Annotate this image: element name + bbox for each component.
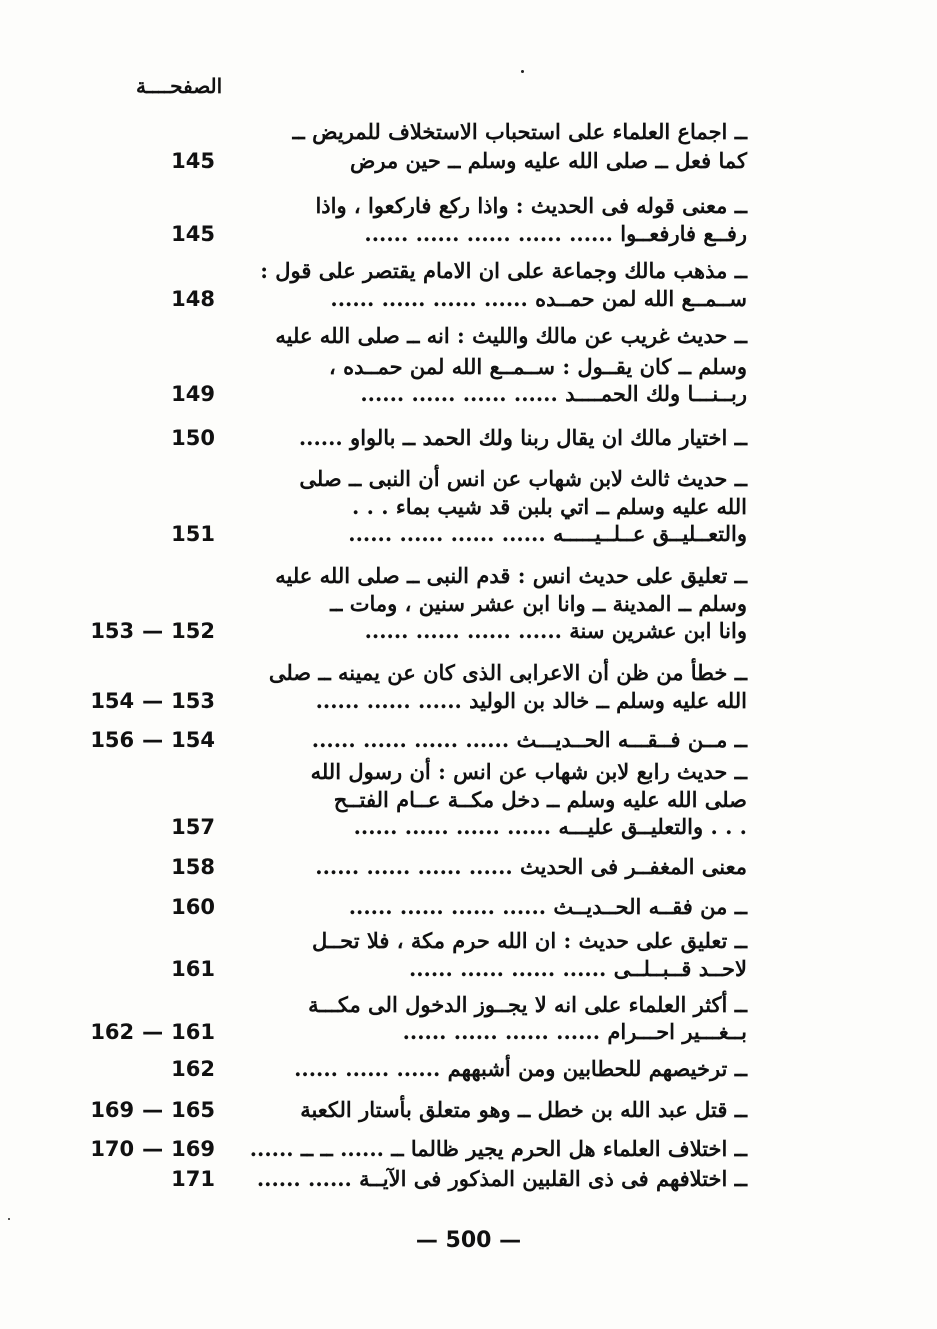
toc-page-range <box>80 424 215 452</box>
toc-entry-title-line: والتعــليــق عــلــيـــــه ...... ...... ...... ...... <box>348 521 747 546</box>
range-dash: — <box>142 1137 164 1161</box>
range-dash: — <box>142 1020 164 1044</box>
page-to: 169 <box>90 1098 135 1122</box>
toc-entry-title-line: ــ تعليق على حديث : ان الله حرم مكة ، فلا تحــل <box>311 928 747 953</box>
page-from: 161 <box>171 1020 215 1044</box>
toc-entry-title-line: ــ اختلاف العلماء هل الحرم يجير ظالما ــ ...... ــ ــ ...... <box>249 1136 747 1161</box>
toc-entry-title-line: معنى المغفــر فى الحديث ...... ...... ...... ...... <box>315 854 747 879</box>
toc-entry-title-line: ســمــع الله لمن حمــده ...... ...... ...... ...... <box>330 286 747 311</box>
page-column-header: الصفحــــة <box>136 74 223 98</box>
toc-entry-title-line: ــ أكثر العلماء على انه لا يجــوز الدخول الى مكـــة <box>308 992 747 1017</box>
page-from: 149 <box>171 382 215 406</box>
toc-entry-title-line: ــ مذهب مالك وجماعة على ان الامام يقتصر على قول : <box>260 258 747 283</box>
toc-page-range <box>80 813 215 841</box>
toc-entry-title-line: . . . والتعليــق عليـــه ...... ...... ...... ...... <box>353 814 747 839</box>
page-from: 152 <box>171 619 215 643</box>
page-from: 151 <box>171 522 215 546</box>
toc-page-range <box>80 1018 215 1046</box>
toc-page-range <box>80 1055 215 1083</box>
page-to: 154 <box>90 689 135 713</box>
toc-page-range <box>80 220 215 248</box>
toc-page-range <box>80 1135 215 1163</box>
toc-page-range <box>80 617 215 645</box>
toc-page-range <box>80 1165 215 1193</box>
range-dash: — <box>142 689 164 713</box>
toc-entry-title-line: وسلم ــ كان يقــول : ســمــع الله لمن حمــده ، <box>329 354 747 379</box>
page-from: 165 <box>171 1098 215 1122</box>
scan-speck <box>521 70 524 73</box>
toc-entry-title-line: لاحــد قــبــلــى ...... ...... ...... ...... <box>408 956 747 981</box>
page-from: 153 <box>171 689 215 713</box>
page-from: 157 <box>171 815 215 839</box>
toc-entry-title-line: الله عليه وسلم ــ اتي بلبن قد شيب بماء . . . <box>351 494 747 519</box>
toc-page-range <box>80 955 215 983</box>
page-from: 150 <box>171 426 215 450</box>
page-from: 145 <box>171 149 215 173</box>
range-dash: — <box>142 1098 164 1122</box>
page-to: 162 <box>90 1020 135 1044</box>
toc-page-range <box>80 380 215 408</box>
toc-page-range <box>80 147 215 175</box>
toc-entry-title-line: ربــنـــا ولك الحمــــد ...... ...... ...... ...... <box>360 381 747 406</box>
toc-entry-title-line: ــ ترخيصهم للحطابين ومن أشبههم ...... ...... ...... <box>294 1056 747 1081</box>
toc-entry-title-line: بــغـــير احـــرام ...... ...... ...... ...... <box>402 1019 747 1044</box>
toc-entry-title-line: الله عليه وسلم ــ خالد بن الوليد ...... ...... ...... <box>315 688 747 713</box>
toc-entry-title-line: ــ من فقــه الحــديــث ...... ...... ...... ...... <box>348 894 747 919</box>
page-from: 160 <box>171 895 215 919</box>
page-from: 169 <box>171 1137 215 1161</box>
scan-speck <box>8 1218 10 1220</box>
page-to: 153 <box>90 619 135 643</box>
toc-entry-title-line: ــ اختلافهم فى ذى القلبين المذكور فى الآيــة ...... ...... <box>256 1166 747 1191</box>
toc-entry-title-line: ــ معنى قوله فى الحديث : واذا ركع فاركعوا ، واذا <box>315 193 747 218</box>
toc-entry-title-line: صلى الله عليه وسلم ــ دخل مكــة عــام الفتــح <box>333 787 747 812</box>
toc-page-range <box>80 1096 215 1124</box>
toc-entry-title-line: ــ تعليق على حديث انس : قدم النبى ــ صلى الله عليه <box>275 563 747 588</box>
toc-page-range <box>80 520 215 548</box>
toc-entry-title-line: كما فعل ــ صلى الله عليه وسلم ــ حين مرض <box>349 148 747 173</box>
page-from: 154 <box>171 728 215 752</box>
toc-entry-title-line: رفــع فارفعــوا ...... ...... ...... ...... ...... <box>364 221 747 246</box>
toc-page-range <box>80 893 215 921</box>
page-from: 161 <box>171 957 215 981</box>
toc-page-range <box>80 853 215 881</box>
toc-entry-title-line: ــ مــن فــقـــه الحــديـــث ...... ...... ...... ...... <box>311 727 747 752</box>
page-from: 171 <box>171 1167 215 1191</box>
toc-entry-title-line: وانا ابن عشرين سنة ...... ...... ...... ...... <box>364 618 747 643</box>
page-from: 148 <box>171 287 215 311</box>
toc-entry-title-line: وسلم ــ المدينة ــ وانا ابن عشر سنين ، ومات ــ <box>330 591 747 616</box>
page-number: — 500 — <box>415 1228 522 1253</box>
toc-entry-title-line: ــ حديث رابع لابن شهاب عن انس : أن رسول الله <box>310 759 747 784</box>
toc-entry-title-line: ــ حديث غريب عن مالك والليث : انه ــ صلى الله عليه <box>275 323 747 348</box>
toc-entry-title-line: ــ اختيار مالك ان يقال ربنا ولك الحمد ــ بالواو ...... <box>298 425 747 450</box>
page-from: 145 <box>171 222 215 246</box>
range-dash: — <box>142 728 164 752</box>
toc-page-range <box>80 726 215 754</box>
page-to: 156 <box>90 728 135 752</box>
toc-page-range <box>80 687 215 715</box>
toc-entry-title-line: ــ قتل عبد الله بن خطل ــ وهو متعلق بأستار الكعبة <box>300 1097 747 1122</box>
toc-entry-title-line: ــ خطأ من ظن أن الاعرابى الذى كان عن يمينه ــ صلى <box>268 660 747 685</box>
range-dash: — <box>142 619 164 643</box>
toc-entry-title-line: ــ اجماع العلماء على استحباب الاستخلاف للمريض ــ <box>292 119 747 144</box>
page-from: 162 <box>171 1057 215 1081</box>
toc-page-range <box>80 285 215 313</box>
toc-entry-title-line: ــ حديث ثالث لابن شهاب عن انس أن النبى ــ صلى <box>299 466 747 491</box>
page-to: 170 <box>90 1137 135 1161</box>
page-from: 158 <box>171 855 215 879</box>
